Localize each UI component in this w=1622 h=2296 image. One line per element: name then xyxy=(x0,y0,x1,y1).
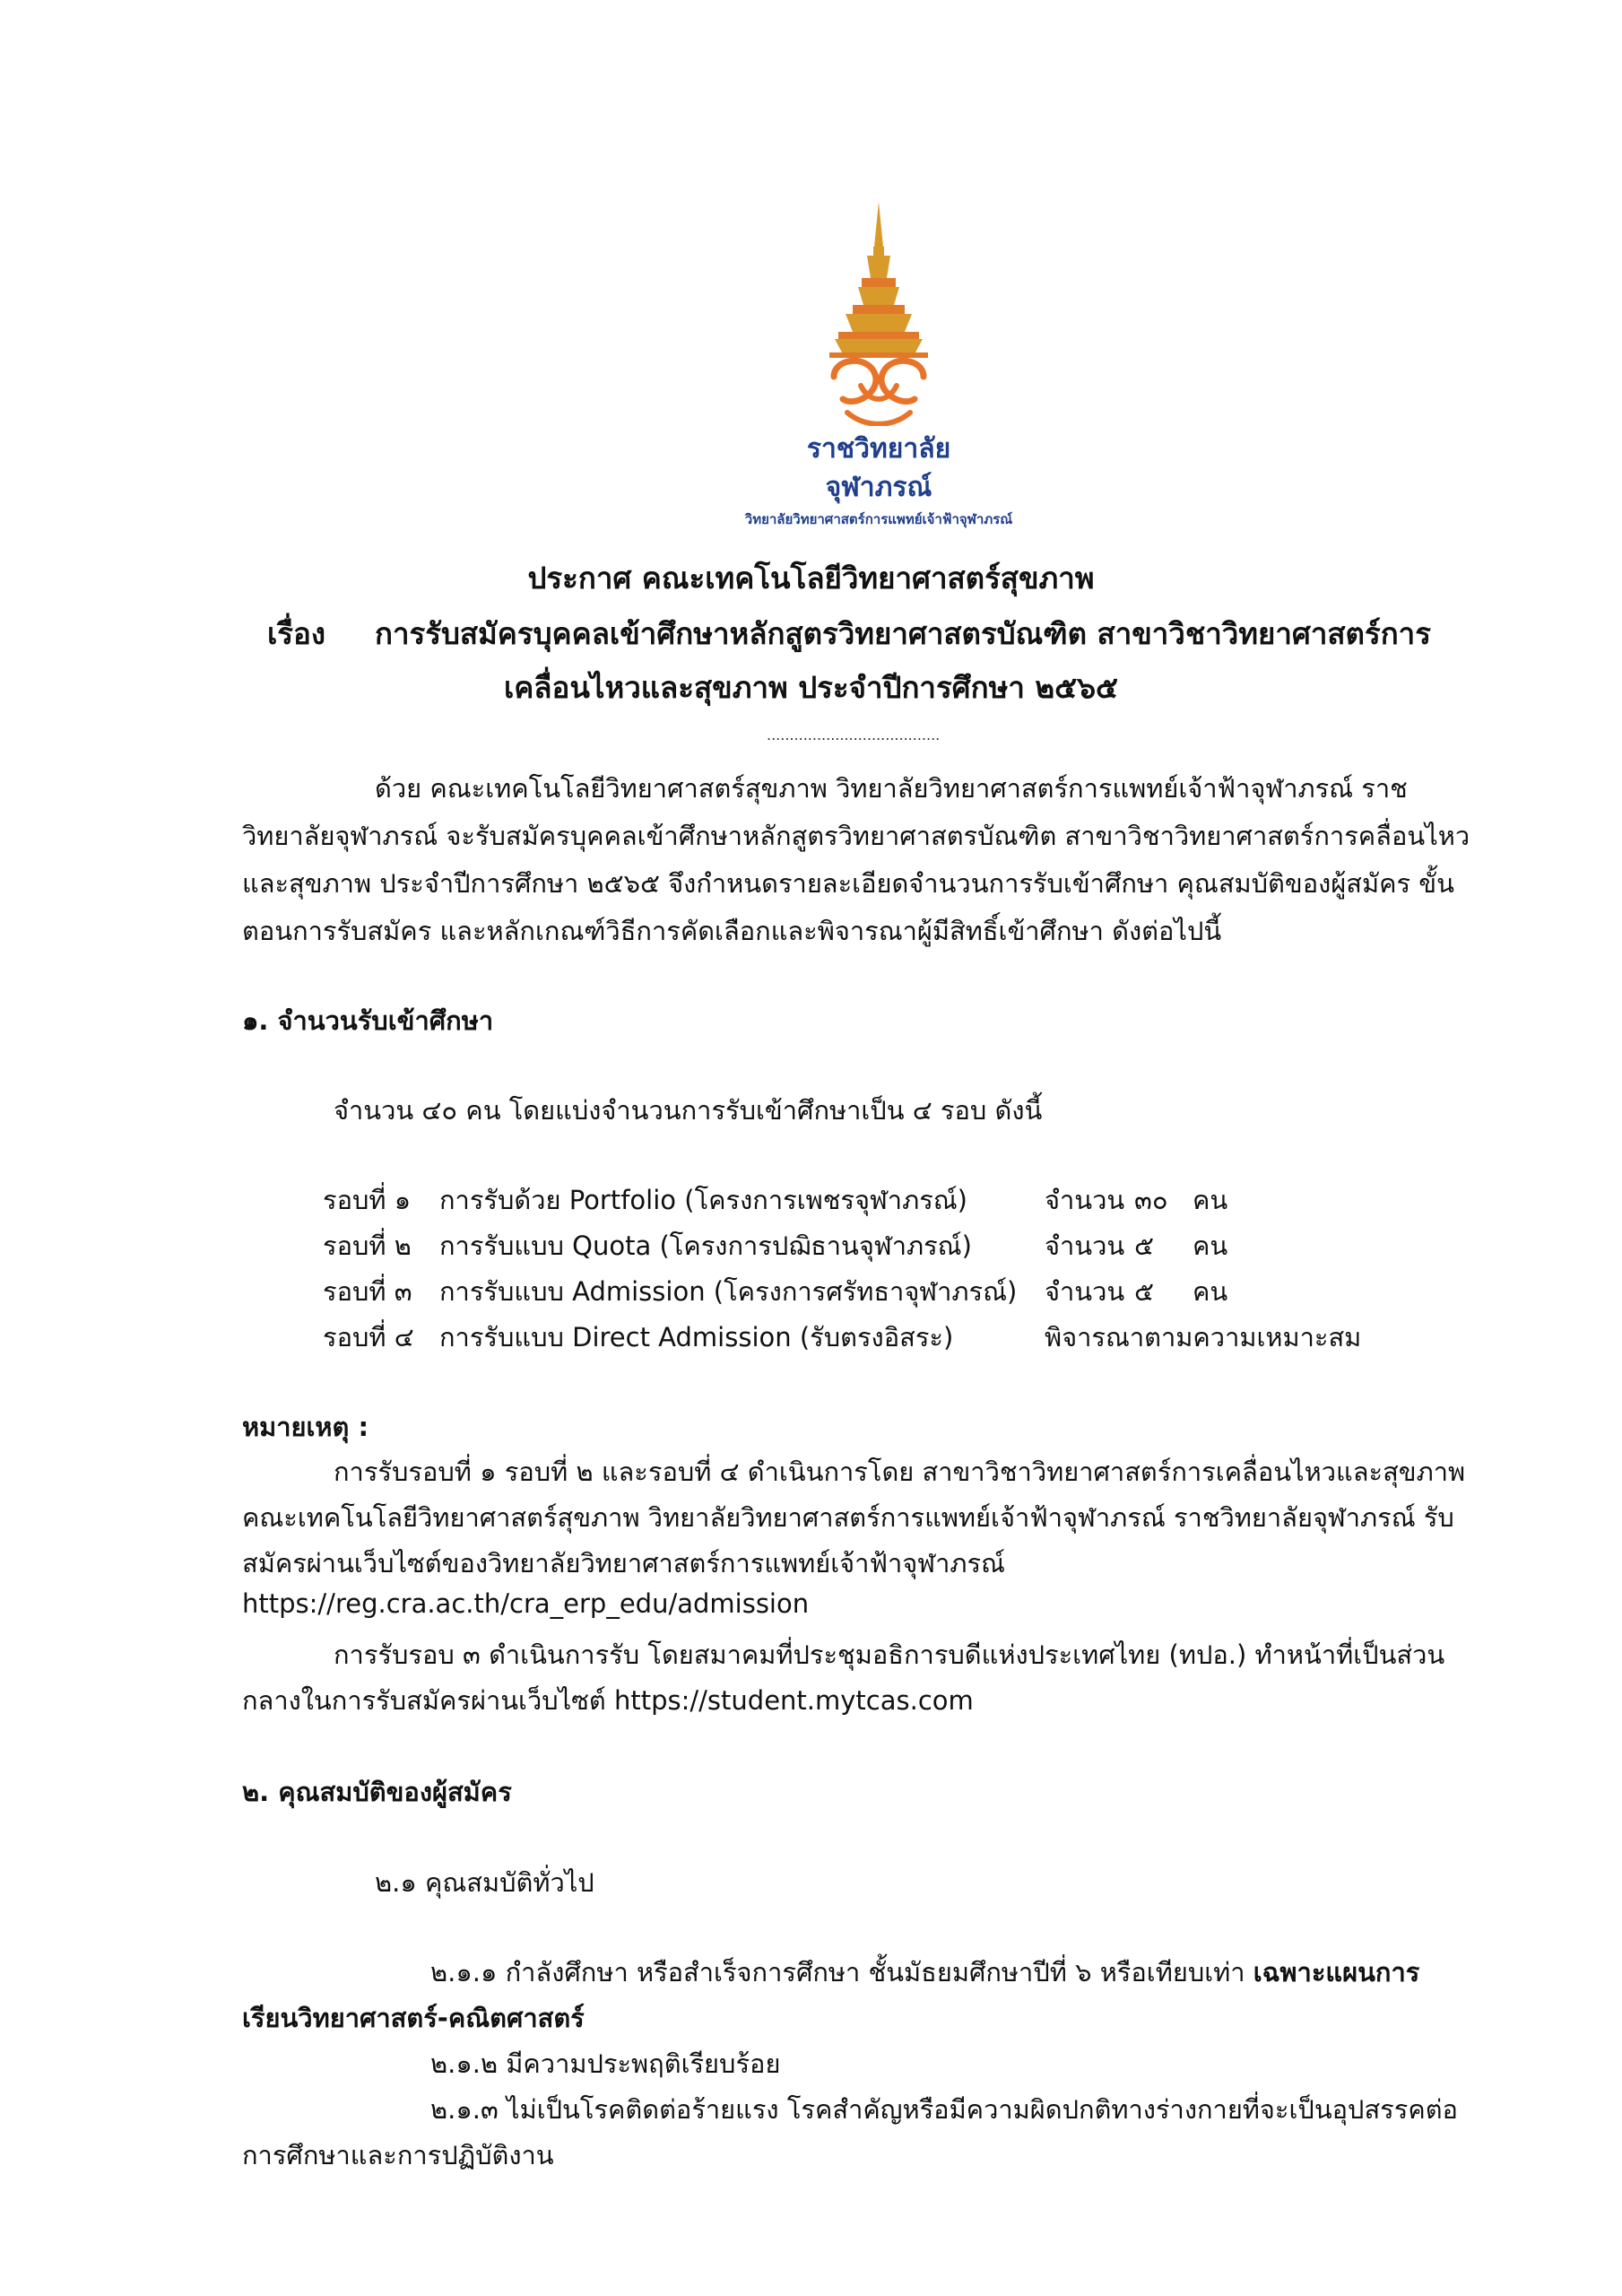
intro-line-3: และสุขภาพ ประจำปีการศึกษา ๒๕๖๕ จึงกำหนดรายละเอียดจำนวนการรับเข้าศึกษา คุณสมบัติของผู้สมัคร ขั้น xyxy=(242,868,1454,899)
round-unit: คน xyxy=(1193,1231,1228,1261)
subject-label: เรื่อง xyxy=(267,616,325,651)
round-row-1 xyxy=(323,1179,1399,1224)
subject-line-2: เคลื่อนไหวและสุขภาพ ประจำปีการศึกษา ๒๕๖๕ xyxy=(503,670,1119,705)
section-1-summary: จำนวน ๔๐ คน โดยแบ่งจำนวนการรับเข้าศึกษาเป็น ๔ รอบ ดังนี้ xyxy=(334,1095,1043,1126)
note-line-5: การรับรอบ ๓ ดำเนินการรับ โดยสมาคมที่ประชุมอธิการบดีแห่งประเทศไทย (ทปอ.) ทำหน้าที่เป็นส่วน xyxy=(334,1639,1445,1670)
section-2-title: ๒. คุณสมบัติของผู้สมัคร xyxy=(242,1777,512,1807)
item-2-1-1-line-2: เรียนวิทยาศาสตร์-คณิตศาสตร์ xyxy=(242,2003,585,2033)
round-row-4 xyxy=(323,1317,1399,1361)
round-count-label: พิจารณาตามความเหมาะสม xyxy=(1045,1322,1362,1352)
logo-subtitle: วิทยาลัยวิทยาศาสตร์การแพทย์เจ้าฟ้าจุฬาภรณ์ xyxy=(744,511,1013,527)
round-desc: การรับแบบ Direct Admission (รับตรงอิสระ) xyxy=(439,1322,954,1352)
round-count-label: จำนวน xyxy=(1045,1231,1125,1261)
college-logo xyxy=(744,193,1013,534)
round-count: ๕ xyxy=(1134,1231,1154,1261)
section-1-title: ๑. จำนวนรับเข้าศึกษา xyxy=(242,1005,494,1036)
round-desc: การรับด้วย Portfolio (โครงการเพชรจุฬาภรณ์) xyxy=(439,1185,967,1215)
admission-url[interactable]: https://reg.cra.ac.th/cra_erp_edu/admission xyxy=(242,1588,810,1619)
item-2-1-1-emphasis: เฉพาะแผนการ xyxy=(1253,1957,1420,1987)
announcement-title: ประกาศ คณะเทคโนโลยีวิทยาศาสตร์สุขภาพ xyxy=(527,561,1095,596)
note-line-1: การรับรอบที่ ๑ รอบที่ ๒ และรอบที่ ๔ ดำเนินการโดย สาขาวิชาวิทยาศาสตร์การเคลื่อนไหวและสุขภาพ xyxy=(334,1457,1466,1487)
round-count: ๕ xyxy=(1134,1276,1154,1307)
note-title: หมายเหตุ : xyxy=(242,1412,369,1442)
round-row-3 xyxy=(323,1271,1399,1316)
item-2-1-3-line-1: ๒.๑.๓ ไม่เป็นโรคติดต่อร้ายแรง โรคสำคัญหรือมีความผิดปกติทางร่างกายที่จะเป็นอุปสรรคต่อ xyxy=(430,2094,1458,2125)
crown-emblem-icon xyxy=(749,193,1009,426)
intro-line-1: ด้วย คณะเทคโนโลยีวิทยาศาสตร์สุขภาพ วิทยาลัยวิทยาศาสตร์การแพทย์เจ้าฟ้าจุฬาภรณ์ ราช xyxy=(375,773,1408,804)
item-2-1-3-line-2: การศึกษาและการปฏิบัติงาน xyxy=(242,2140,554,2170)
round-unit: คน xyxy=(1193,1276,1228,1307)
round-unit: คน xyxy=(1193,1185,1228,1215)
note-line-6: กลางในการรับสมัครผ่านเว็บไซต์ https://student.mytcas.com xyxy=(242,1685,974,1716)
separator-dots: ...................................... xyxy=(767,726,941,744)
section-2-1-heading: ๒.๑ คุณสมบัติทั่วไป xyxy=(375,1867,594,1898)
item-2-1-2: ๒.๑.๒ มีความประพฤติเรียบร้อย xyxy=(430,2048,781,2079)
round-desc: การรับแบบ Quota (โครงการปฌิธานจุฬาภรณ์) xyxy=(439,1231,972,1261)
note-line-3: สมัครผ่านเว็บไซต์ของวิทยาลัยวิทยาศาสตร์การแพทย์เจ้าฟ้าจุฬาภรณ์ xyxy=(242,1548,1005,1578)
intro-line-2: วิทยาลัยจุฬาภรณ์ จะรับสมัครบุคคลเข้าศึกษาหลักสูตรวิทยาศาสตรบัณฑิต สาขาวิชาวิทยาศาสตร์การคลื่อนไหว xyxy=(242,821,1470,851)
round-label: รอบที่ ๑ xyxy=(323,1185,412,1215)
round-label: รอบที่ ๔ xyxy=(323,1322,414,1352)
intro-line-4: ตอนการรับสมัคร และหลักเกณฑ์วิธีการคัดเลือกและพิจารณาผู้มีสิทธิ์เข้าศึกษา ดังต่อไปนี้ xyxy=(242,916,1222,946)
round-label: รอบที่ ๓ xyxy=(323,1276,412,1307)
round-count-label: จำนวน xyxy=(1045,1276,1125,1307)
round-label: รอบที่ ๒ xyxy=(323,1231,412,1261)
round-count-label: จำนวน xyxy=(1045,1185,1125,1215)
subject-line-1: การรับสมัครบุคคลเข้าศึกษาหลักสูตรวิทยาศาสตรบัณฑิต สาขาวิชาวิทยาศาสตร์การ xyxy=(375,616,1431,651)
note-line-2: คณะเทคโนโลยีวิทยาศาสตร์สุขภาพ วิทยาลัยวิทยาศาสตร์การแพทย์เจ้าฟ้าจุฬาภรณ์ ราชวิทยาลัยจุฬาภรณ์ รับ xyxy=(242,1502,1454,1533)
round-row-2 xyxy=(323,1225,1399,1270)
logo-title-line2: จุฬาภรณ์ xyxy=(825,472,932,503)
item-2-1-1-text: ๒.๑.๑ กำลังศึกษา หรือสำเร็จการศึกษา ชั้นมัธยมศึกษาปีที่ ๖ หรือเทียบเท่า xyxy=(430,1957,1253,1987)
round-desc: การรับแบบ Admission (โครงการศรัทธาจุฬาภรณ์) xyxy=(439,1276,1018,1307)
logo-title-line1: ราชวิทยาลัย xyxy=(806,433,951,465)
round-count: ๓๐ xyxy=(1134,1185,1168,1215)
item-2-1-1-line-1 xyxy=(430,1952,1419,1993)
